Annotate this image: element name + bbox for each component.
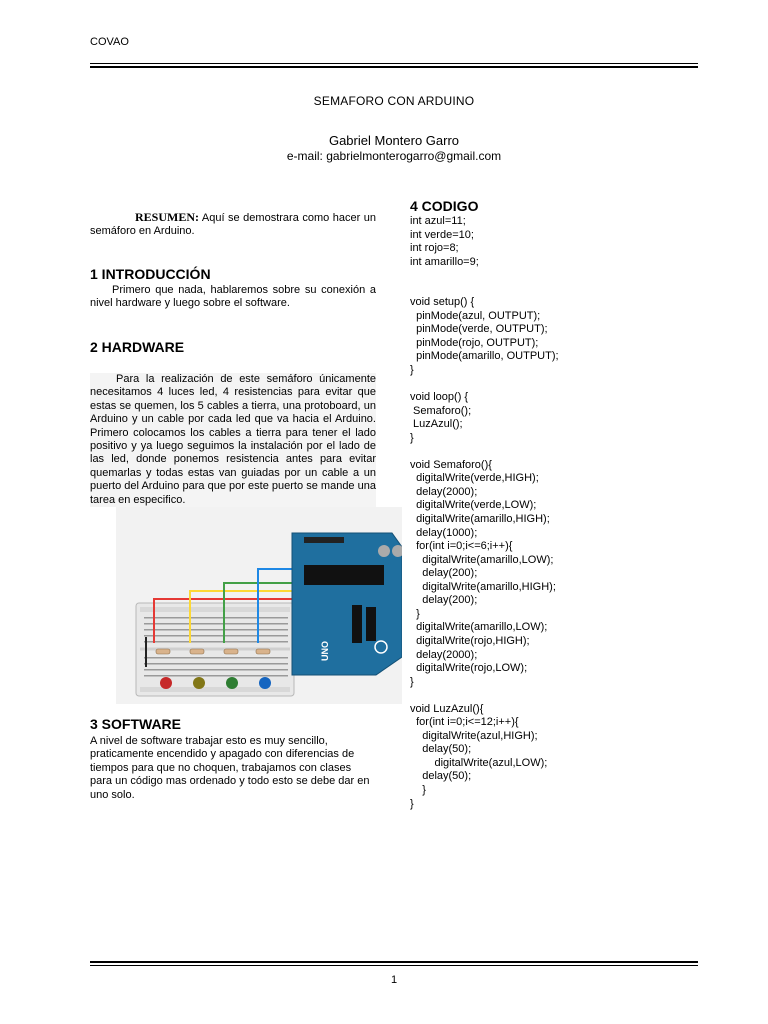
section-heading-intro: 1 INTRODUCCIÓN [90,266,211,282]
arduino-label: UNO [320,641,330,661]
section-text-intro: Primero que nada, hablaremos sobre su conexión a nivel hardware y luego sobre el software. [90,284,376,310]
abstract [90,211,376,239]
section-text-hardware: Para la realización de este semáforo únicamente necesitamos 4 luces led, 4 resistencias para evitar que estas se quemen, los 5 cables a tierra, una protoboard, un Arduino y un cable por cada led que va hacia el Arduino. Primero colocamos los cables a tierra para tener el lado positivo y ya luego seguimos la instalación por el lado de las led, donde ponemos resistencia antes para evitar quemarlas y todas estas van guiadas por un cable a un puerto del Arduino para que por este puerto se mande una tarea en especifico. [90,373,376,506]
running-header: COVAO [90,36,129,48]
section-text-software: A nivel de software trabajar esto es muy sencillo, praticamente encendido y apagado con diferencias de tiempos para que no choquen, trabajamos con clases para un código mas ordenado y todo esto se debe dar en uno solo. [90,735,370,801]
section-heading-hardware: 2 HARDWARE [90,339,185,355]
header-rule-thick [90,66,698,68]
code-listing: int azul=11; int verde=10; int rojo=8; int amarillo=9; void setup() { pinMode(azul, OUTPUT); pinMode(verde, OUTPUT); pinMode(rojo, OUTPUT); pinMode(amarillo, OUTPUT); } void loop() { Semaforo(); LuzAzul(); } void Semaforo(){ digitalWrite(verde,HIGH); delay(2000); digitalWrite(verde,LOW); digitalWrite(amarillo,HIGH); delay(1000); for(int i=0;i<=6;i++){ digitalWrite(amarillo,LOW); delay(200); digitalWrite(amarillo,HIGH); delay(200); } digitalWrite(amarillo,LOW); digitalWrite(rojo,HIGH); delay(2000); digitalWrite(rojo,LOW); } void LuzAzul(){ for(int i=0;i<=12;i++){ digitalWrite(azul,HIGH); delay(50); digitalWrite(azul,LOW); delay(50); } } [410,215,559,810]
circuit-figure [116,507,402,704]
section-heading-codigo: 4 CODIGO [410,198,479,214]
abstract-text: Aquí se demostrara como hacer un semáforo en Arduino. [90,212,376,238]
section-heading-software: 3 SOFTWARE [90,716,182,732]
document-title: SEMAFORO CON ARDUINO [313,94,475,108]
author-name: Gabriel Montero Garro [328,133,460,148]
abstract-label: RESUMEN: [135,210,200,224]
author-email: e-mail: gabrielmonterogarro@gmail.com [286,149,502,163]
header-rule [90,63,698,64]
footer-rule [90,965,698,966]
page-number: 1 [390,974,398,986]
arduino-board-image [292,533,402,675]
footer-rule-thick [90,961,698,963]
